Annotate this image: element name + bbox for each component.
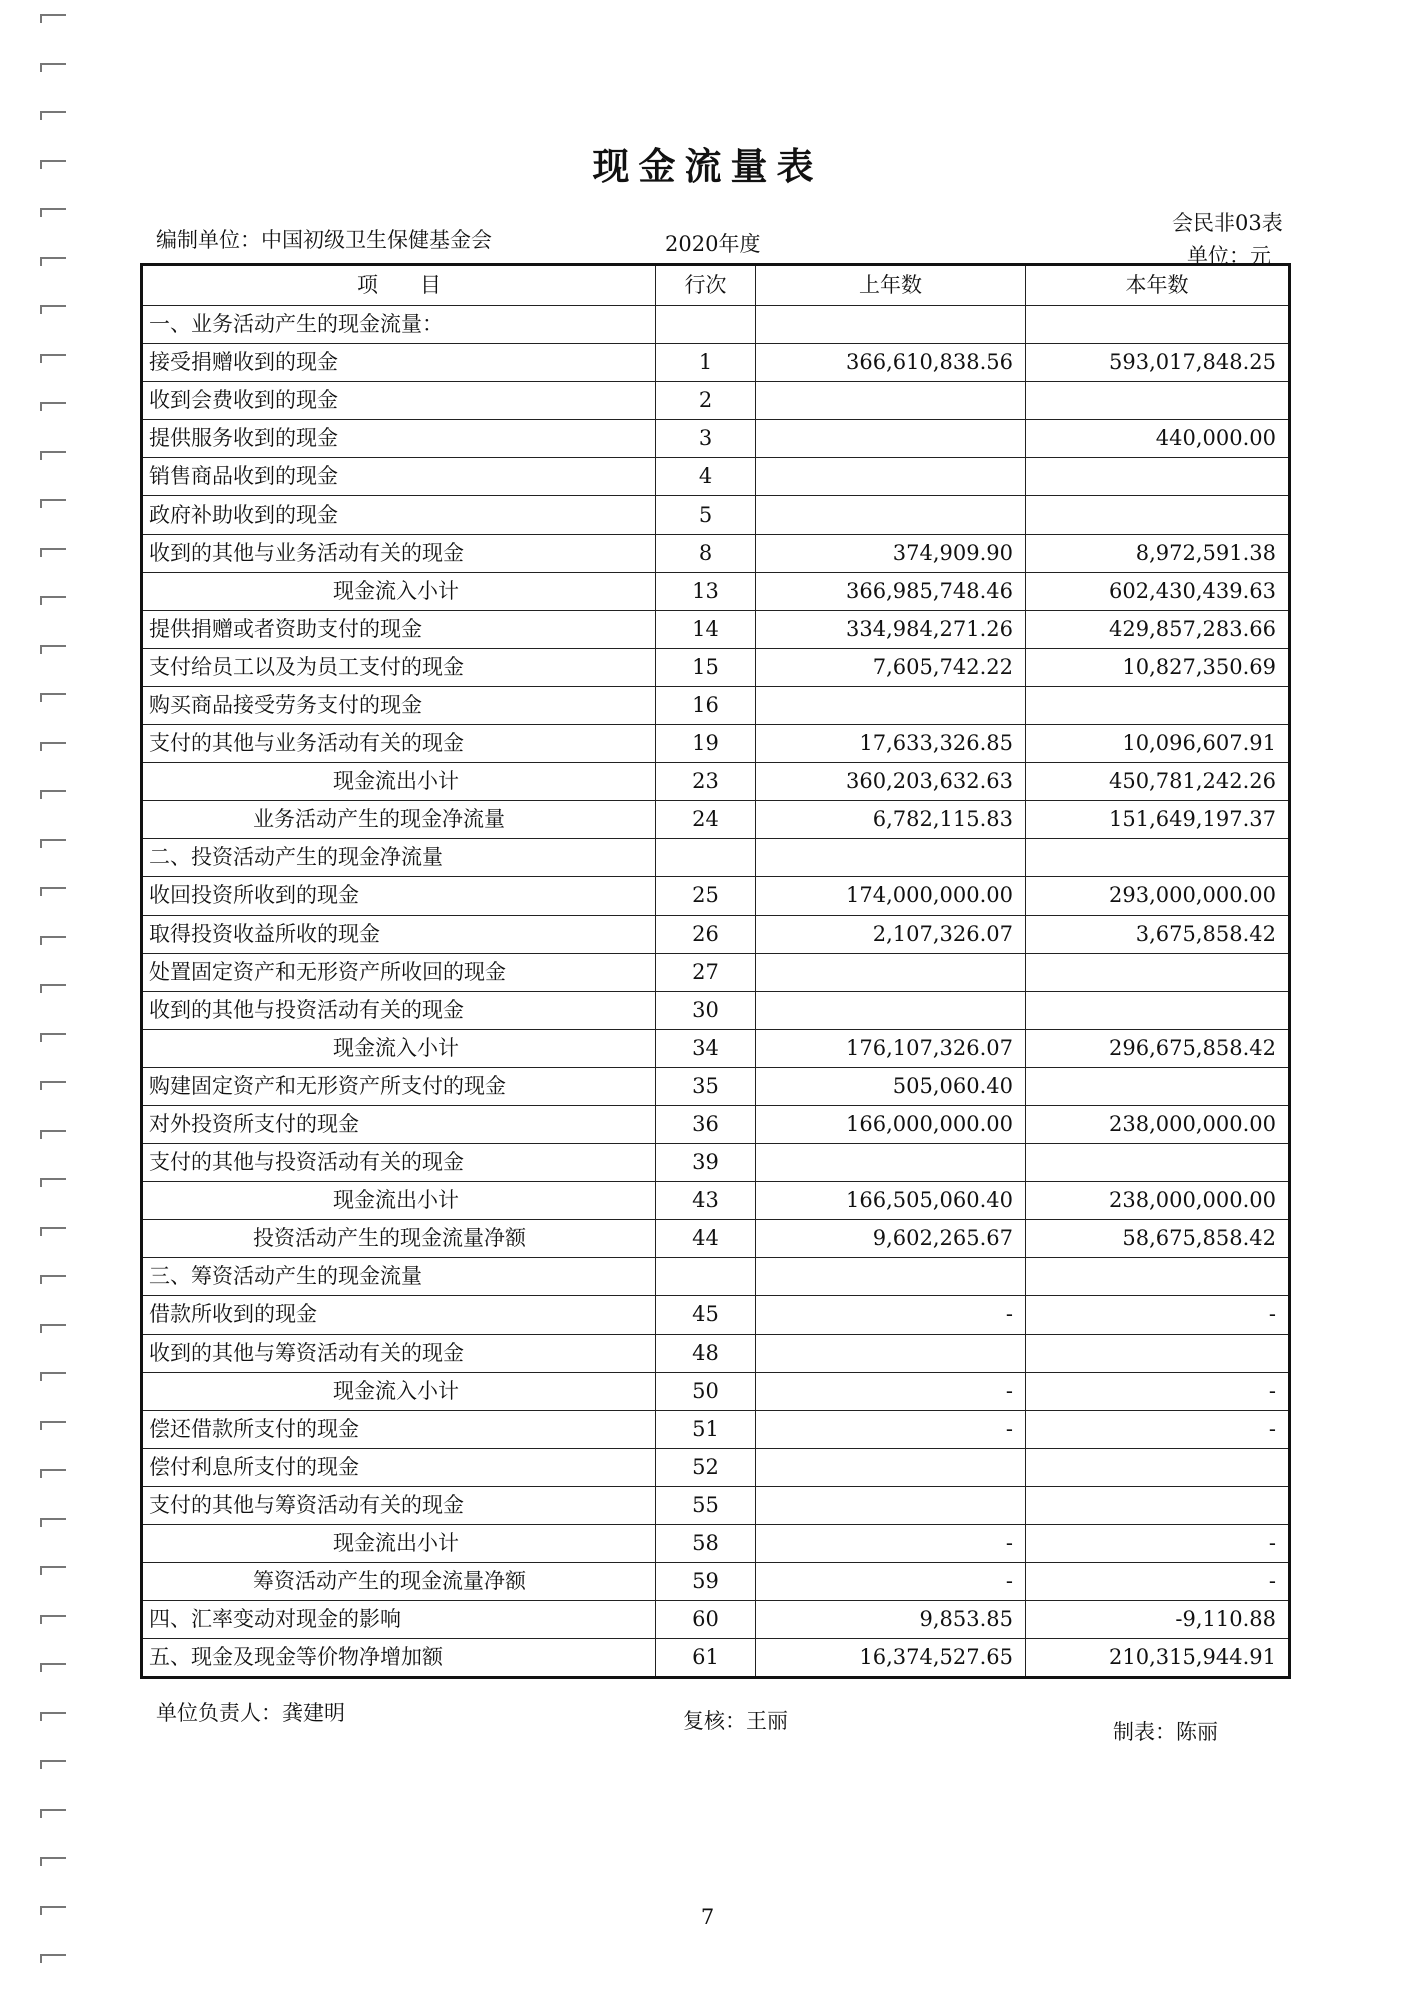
table-row (142, 1639, 1290, 1678)
row-item-label: 五、现金及现金等价物净增加额 (142, 1639, 656, 1678)
row-line-number: 24 (656, 801, 756, 839)
row-item-label: 对外投资所支付的现金 (142, 1105, 656, 1143)
row-item-label: 政府补助收到的现金 (142, 496, 656, 534)
row-prev-year-value: - (756, 1563, 1026, 1601)
binding-hole (40, 839, 66, 848)
row-item-label: 收回投资所收到的现金 (142, 877, 656, 915)
binding-hole (40, 1130, 66, 1139)
table-row (142, 839, 1290, 877)
table-row (142, 382, 1290, 420)
binding-hole (40, 1615, 66, 1624)
table-row (142, 1029, 1290, 1067)
page-title: 现金流量表 (592, 144, 823, 188)
row-line-number: 55 (656, 1486, 756, 1524)
row-line-number: 51 (656, 1410, 756, 1448)
row-prev-year-value: 16,374,527.65 (756, 1639, 1026, 1678)
row-curr-year-value: 10,827,350.69 (1026, 648, 1290, 686)
binding-hole (40, 1421, 66, 1430)
row-line-number: 5 (656, 496, 756, 534)
row-item-label: 支付的其他与投资活动有关的现金 (142, 1144, 656, 1182)
binding-hole (40, 499, 66, 508)
table-row (142, 572, 1290, 610)
page-number: 7 (700, 1905, 715, 1929)
row-line-number: 15 (656, 648, 756, 686)
binding-hole (40, 1857, 66, 1866)
table-row (142, 1448, 1290, 1486)
row-item-label: 支付的其他与业务活动有关的现金 (142, 725, 656, 763)
row-item-label: 现金流出小计 (142, 763, 656, 801)
row-curr-year-value: - (1026, 1525, 1290, 1563)
binding-hole (40, 14, 66, 23)
table-row (142, 725, 1290, 763)
row-item-label: 现金流入小计 (142, 1372, 656, 1410)
row-line-number: 48 (656, 1334, 756, 1372)
report-year: 2020年度 (665, 232, 761, 256)
row-prev-year-value (756, 382, 1026, 420)
row-line-number: 8 (656, 534, 756, 572)
row-curr-year-value: 429,857,283.66 (1026, 610, 1290, 648)
row-curr-year-value (1026, 1258, 1290, 1296)
row-item-label: 收到的其他与筹资活动有关的现金 (142, 1334, 656, 1372)
row-curr-year-value (1026, 1334, 1290, 1372)
table-row (142, 763, 1290, 801)
row-item-label: 收到的其他与业务活动有关的现金 (142, 534, 656, 572)
binding-hole (40, 742, 66, 751)
table-row (142, 953, 1290, 991)
table-row (142, 1105, 1290, 1143)
binding-hole (40, 1227, 66, 1236)
binding-hole (40, 451, 66, 460)
row-curr-year-value: 58,675,858.42 (1026, 1220, 1290, 1258)
table-row (142, 686, 1290, 724)
row-prev-year-value: 366,610,838.56 (756, 344, 1026, 382)
row-line-number: 35 (656, 1067, 756, 1105)
column-header-line: 行次 (656, 265, 756, 306)
binding-hole (40, 1518, 66, 1527)
unit-head: 单位负责人：龚建明 (156, 1701, 345, 1725)
row-curr-year-value: 238,000,000.00 (1026, 1105, 1290, 1143)
table-row (142, 1144, 1290, 1182)
binding-hole (40, 984, 66, 993)
row-item-label: 现金流出小计 (142, 1182, 656, 1220)
binding-hole (40, 1760, 66, 1769)
row-item-label: 支付给员工以及为员工支付的现金 (142, 648, 656, 686)
row-item-label: 投资活动产生的现金流量净额 (142, 1220, 656, 1258)
table-row (142, 877, 1290, 915)
table-row (142, 1486, 1290, 1524)
row-curr-year-value (1026, 496, 1290, 534)
table-row (142, 1182, 1290, 1220)
table-row (142, 1601, 1290, 1639)
binding-hole (40, 1081, 66, 1090)
row-item-label: 偿付利息所支付的现金 (142, 1448, 656, 1486)
row-prev-year-value: 174,000,000.00 (756, 877, 1026, 915)
row-prev-year-value: 176,107,326.07 (756, 1029, 1026, 1067)
row-prev-year-value: - (756, 1296, 1026, 1334)
row-prev-year-value: 2,107,326.07 (756, 915, 1026, 953)
row-item-label: 取得投资收益所收的现金 (142, 915, 656, 953)
table-row (142, 1372, 1290, 1410)
binding-hole (40, 548, 66, 557)
row-line-number: 30 (656, 991, 756, 1029)
row-curr-year-value (1026, 686, 1290, 724)
row-prev-year-value (756, 1448, 1026, 1486)
binding-hole (40, 305, 66, 314)
row-item-label: 现金流入小计 (142, 1029, 656, 1067)
binding-hole (40, 1275, 66, 1284)
row-curr-year-value (1026, 1486, 1290, 1524)
row-line-number: 44 (656, 1220, 756, 1258)
row-item-label: 收到的其他与投资活动有关的现金 (142, 991, 656, 1029)
row-line-number: 34 (656, 1029, 756, 1067)
table-row (142, 1525, 1290, 1563)
row-prev-year-value: - (756, 1372, 1026, 1410)
preparer: 制表：陈丽 (1113, 1720, 1218, 1744)
binding-hole (40, 693, 66, 702)
row-curr-year-value (1026, 306, 1290, 344)
row-line-number (656, 839, 756, 877)
row-prev-year-value (756, 953, 1026, 991)
row-item-label: 筹资活动产生的现金流量净额 (142, 1563, 656, 1601)
row-item-label: 接受捐赠收到的现金 (142, 344, 656, 382)
row-prev-year-value (756, 458, 1026, 496)
row-curr-year-value: 8,972,591.38 (1026, 534, 1290, 572)
table-row (142, 1258, 1290, 1296)
row-item-label: 现金流入小计 (142, 572, 656, 610)
row-line-number: 60 (656, 1601, 756, 1639)
row-line-number: 43 (656, 1182, 756, 1220)
row-item-label: 借款所收到的现金 (142, 1296, 656, 1334)
row-line-number: 3 (656, 420, 756, 458)
row-item-label: 三、筹资活动产生的现金流量 (142, 1258, 656, 1296)
binding-hole (40, 1324, 66, 1333)
row-curr-year-value: 440,000.00 (1026, 420, 1290, 458)
row-curr-year-value: 151,649,197.37 (1026, 801, 1290, 839)
row-prev-year-value (756, 1258, 1026, 1296)
row-item-label: 二、投资活动产生的现金净流量 (142, 839, 656, 877)
row-line-number: 13 (656, 572, 756, 610)
row-line-number: 23 (656, 763, 756, 801)
row-line-number: 27 (656, 953, 756, 991)
table-row (142, 306, 1290, 344)
binding-hole (40, 402, 66, 411)
row-item-label: 销售商品收到的现金 (142, 458, 656, 496)
row-item-label: 四、汇率变动对现金的影响 (142, 1601, 656, 1639)
row-curr-year-value: - (1026, 1296, 1290, 1334)
row-item-label: 处置固定资产和无形资产所收回的现金 (142, 953, 656, 991)
binding-hole (40, 596, 66, 605)
row-prev-year-value: 360,203,632.63 (756, 763, 1026, 801)
binding-hole (40, 1566, 66, 1575)
binding-hole (40, 1033, 66, 1042)
row-line-number: 39 (656, 1144, 756, 1182)
row-prev-year-value: 7,605,742.22 (756, 648, 1026, 686)
row-prev-year-value (756, 991, 1026, 1029)
row-curr-year-value: 296,675,858.42 (1026, 1029, 1290, 1067)
binding-hole (40, 1469, 66, 1478)
row-line-number: 14 (656, 610, 756, 648)
row-prev-year-value (756, 1144, 1026, 1182)
row-prev-year-value: 9,853.85 (756, 1601, 1026, 1639)
binding-hole (40, 111, 66, 120)
binding-hole (40, 790, 66, 799)
row-item-label: 提供服务收到的现金 (142, 420, 656, 458)
row-curr-year-value (1026, 1448, 1290, 1486)
row-curr-year-value: 602,430,439.63 (1026, 572, 1290, 610)
table-row (142, 991, 1290, 1029)
row-prev-year-value (756, 1486, 1026, 1524)
row-prev-year-value: 166,505,060.40 (756, 1182, 1026, 1220)
binding-holes (34, 0, 68, 2000)
row-prev-year-value (756, 420, 1026, 458)
column-header-prev: 上年数 (756, 265, 1026, 306)
binding-hole (40, 257, 66, 266)
row-curr-year-value (1026, 953, 1290, 991)
row-prev-year-value (756, 839, 1026, 877)
row-line-number: 25 (656, 877, 756, 915)
row-curr-year-value (1026, 382, 1290, 420)
row-curr-year-value (1026, 1144, 1290, 1182)
row-line-number: 16 (656, 686, 756, 724)
row-curr-year-value: -9,110.88 (1026, 1601, 1290, 1639)
column-header-curr: 本年数 (1026, 265, 1290, 306)
row-line-number: 26 (656, 915, 756, 953)
row-line-number: 2 (656, 382, 756, 420)
row-curr-year-value: - (1026, 1372, 1290, 1410)
row-curr-year-value (1026, 1067, 1290, 1105)
row-line-number: 50 (656, 1372, 756, 1410)
table-row (142, 420, 1290, 458)
row-prev-year-value (756, 306, 1026, 344)
row-line-number: 59 (656, 1563, 756, 1601)
table-row (142, 1220, 1290, 1258)
row-item-label: 现金流出小计 (142, 1525, 656, 1563)
binding-hole (40, 1178, 66, 1187)
table-header-row (142, 265, 1290, 306)
row-prev-year-value: 17,633,326.85 (756, 725, 1026, 763)
binding-hole (40, 208, 66, 217)
row-curr-year-value: 450,781,242.26 (1026, 763, 1290, 801)
binding-hole (40, 63, 66, 72)
row-curr-year-value: 593,017,848.25 (1026, 344, 1290, 382)
row-line-number: 45 (656, 1296, 756, 1334)
row-prev-year-value: 505,060.40 (756, 1067, 1026, 1105)
row-line-number: 1 (656, 344, 756, 382)
binding-hole (40, 936, 66, 945)
table-row (142, 496, 1290, 534)
table-row (142, 915, 1290, 953)
row-curr-year-value: 10,096,607.91 (1026, 725, 1290, 763)
row-prev-year-value: - (756, 1525, 1026, 1563)
binding-hole (40, 1372, 66, 1381)
row-line-number (656, 306, 756, 344)
org-name: 编制单位：中国初级卫生保健基金会 (156, 228, 492, 252)
row-item-label: 偿还借款所支付的现金 (142, 1410, 656, 1448)
table-row (142, 1410, 1290, 1448)
row-curr-year-value (1026, 839, 1290, 877)
table-row (142, 1067, 1290, 1105)
reviewer: 复核：王丽 (683, 1709, 788, 1733)
row-curr-year-value: 3,675,858.42 (1026, 915, 1290, 953)
row-prev-year-value (756, 1334, 1026, 1372)
table-row (142, 648, 1290, 686)
row-item-label: 一、业务活动产生的现金流量： (142, 306, 656, 344)
binding-hole (40, 1809, 66, 1818)
binding-hole (40, 887, 66, 896)
row-prev-year-value (756, 686, 1026, 724)
row-prev-year-value: 9,602,265.67 (756, 1220, 1026, 1258)
row-item-label: 购买商品接受劳务支付的现金 (142, 686, 656, 724)
cash-flow-table (140, 263, 1291, 1679)
row-line-number: 19 (656, 725, 756, 763)
row-prev-year-value: 6,782,115.83 (756, 801, 1026, 839)
row-item-label: 购建固定资产和无形资产所支付的现金 (142, 1067, 656, 1105)
row-item-label: 收到会费收到的现金 (142, 382, 656, 420)
table-row (142, 1334, 1290, 1372)
column-header-item: 项 目 (142, 265, 656, 306)
binding-hole (40, 645, 66, 654)
table-row (142, 458, 1290, 496)
row-line-number (656, 1258, 756, 1296)
row-line-number: 52 (656, 1448, 756, 1486)
row-prev-year-value: 374,909.90 (756, 534, 1026, 572)
table-row (142, 1296, 1290, 1334)
row-curr-year-value: - (1026, 1410, 1290, 1448)
row-curr-year-value: 293,000,000.00 (1026, 877, 1290, 915)
row-prev-year-value: 334,984,271.26 (756, 610, 1026, 648)
row-line-number: 61 (656, 1639, 756, 1678)
row-prev-year-value: - (756, 1410, 1026, 1448)
table-row (142, 610, 1290, 648)
row-item-label: 业务活动产生的现金净流量 (142, 801, 656, 839)
row-line-number: 36 (656, 1105, 756, 1143)
binding-hole (40, 1954, 66, 1963)
form-code: 会民非03表 (1172, 211, 1283, 235)
table-row (142, 344, 1290, 382)
row-prev-year-value: 366,985,748.46 (756, 572, 1026, 610)
table-row (142, 1563, 1290, 1601)
row-prev-year-value (756, 496, 1026, 534)
row-curr-year-value: 238,000,000.00 (1026, 1182, 1290, 1220)
row-prev-year-value: 166,000,000.00 (756, 1105, 1026, 1143)
binding-hole (40, 1712, 66, 1721)
row-curr-year-value: 210,315,944.91 (1026, 1639, 1290, 1678)
row-item-label: 支付的其他与筹资活动有关的现金 (142, 1486, 656, 1524)
row-curr-year-value (1026, 991, 1290, 1029)
binding-hole (40, 1663, 66, 1672)
row-curr-year-value: - (1026, 1563, 1290, 1601)
row-line-number: 4 (656, 458, 756, 496)
unit-label: 单位：元 (1187, 244, 1271, 268)
table-row (142, 534, 1290, 572)
row-line-number: 58 (656, 1525, 756, 1563)
row-item-label: 提供捐赠或者资助支付的现金 (142, 610, 656, 648)
binding-hole (40, 354, 66, 363)
table-row (142, 801, 1290, 839)
row-curr-year-value (1026, 458, 1290, 496)
